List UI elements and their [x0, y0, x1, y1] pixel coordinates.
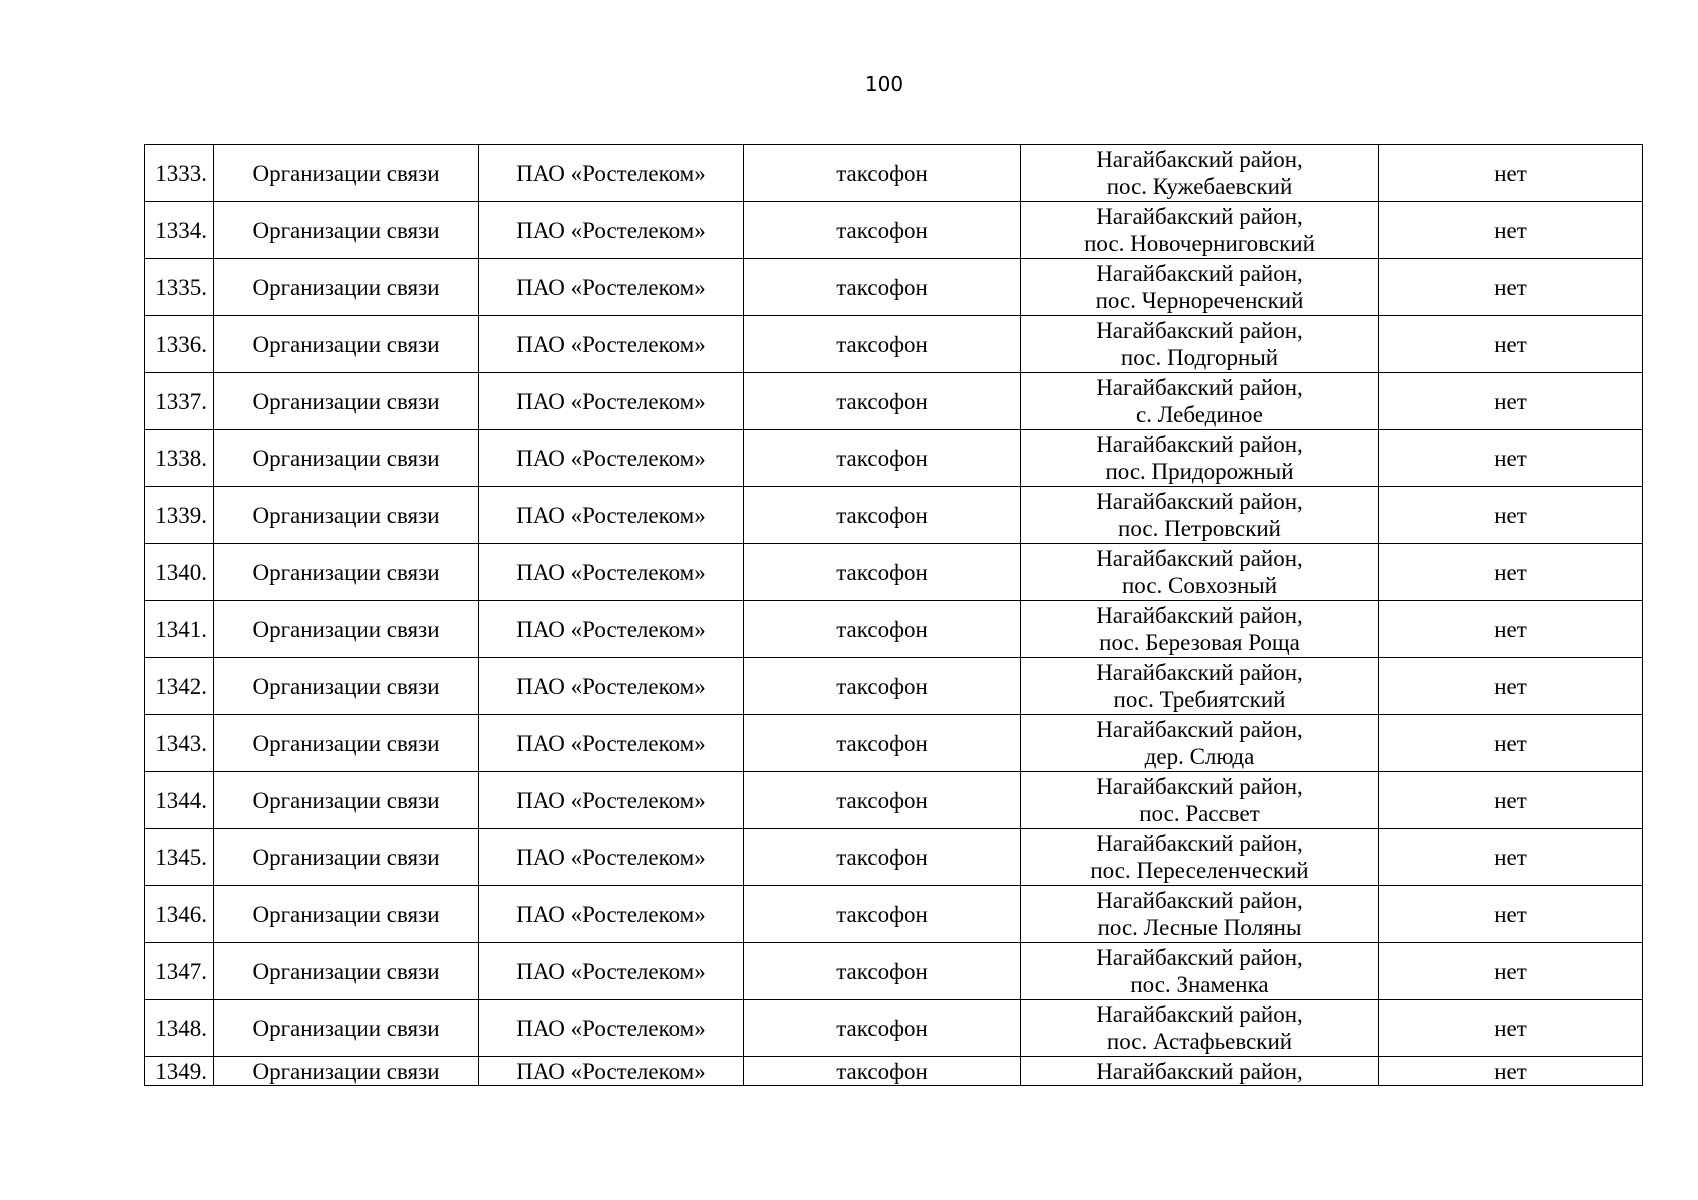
category-cell: Организации связи: [214, 430, 479, 487]
address-district: Нагайбакский район,: [1096, 660, 1303, 685]
organization-cell: ПАО «Ростелеком»: [479, 601, 744, 658]
status-cell: нет: [1379, 715, 1643, 772]
category-cell: Организации связи: [214, 1057, 479, 1086]
object-type-cell: таксофон: [744, 1000, 1021, 1057]
table-row: [145, 601, 1643, 658]
status-cell: нет: [1379, 943, 1643, 1000]
address-district: Нагайбакский район,: [1096, 261, 1303, 286]
row-number-cell: 1342.: [145, 658, 214, 715]
address-cell: [1021, 601, 1379, 658]
category-cell: Организации связи: [214, 943, 479, 1000]
address-district: Нагайбакский район,: [1096, 603, 1303, 628]
table-row: [145, 772, 1643, 829]
organization-cell: ПАО «Ростелеком»: [479, 943, 744, 1000]
category-cell: Организации связи: [214, 1000, 479, 1057]
table-row: [145, 715, 1643, 772]
category-cell: Организации связи: [214, 145, 479, 202]
payphone-registry-table: [144, 144, 1643, 1086]
organization-cell: ПАО «Ростелеком»: [479, 373, 744, 430]
address-settlement: пос. Новочерниговский: [1084, 231, 1315, 256]
address-settlement: пос. Переселенческий: [1090, 858, 1309, 883]
organization-cell: ПАО «Ростелеком»: [479, 145, 744, 202]
address-cell: [1021, 1057, 1379, 1086]
row-number-cell: 1348.: [145, 1000, 214, 1057]
table-row: [145, 202, 1643, 259]
address-settlement: пос. Петровский: [1118, 516, 1281, 541]
object-type-cell: таксофон: [744, 829, 1021, 886]
row-number-cell: 1343.: [145, 715, 214, 772]
object-type-cell: таксофон: [744, 145, 1021, 202]
status-cell: нет: [1379, 1057, 1643, 1086]
status-cell: нет: [1379, 544, 1643, 601]
organization-cell: ПАО «Ростелеком»: [479, 544, 744, 601]
organization-cell: ПАО «Ростелеком»: [479, 886, 744, 943]
status-cell: нет: [1379, 1000, 1643, 1057]
organization-cell: ПАО «Ростелеком»: [479, 829, 744, 886]
table-row: [145, 544, 1643, 601]
address-settlement: пос. Подгорный: [1120, 345, 1279, 370]
row-number-cell: 1346.: [145, 886, 214, 943]
address-cell: [1021, 886, 1379, 943]
object-type-cell: таксофон: [744, 715, 1021, 772]
address-cell: [1021, 259, 1379, 316]
organization-cell: ПАО «Ростелеком»: [479, 715, 744, 772]
status-cell: нет: [1379, 373, 1643, 430]
status-cell: нет: [1379, 259, 1643, 316]
table-row: [145, 487, 1643, 544]
status-cell: нет: [1379, 601, 1643, 658]
row-number-cell: 1337.: [145, 373, 214, 430]
address-settlement: пос. Рассвет: [1139, 801, 1260, 826]
address-cell: [1021, 544, 1379, 601]
status-cell: нет: [1379, 202, 1643, 259]
table-row: [145, 316, 1643, 373]
address-cell: [1021, 373, 1379, 430]
organization-cell: ПАО «Ростелеком»: [479, 487, 744, 544]
status-cell: нет: [1379, 316, 1643, 373]
address-district: Нагайбакский район,: [1096, 375, 1303, 400]
row-number-cell: 1338.: [145, 430, 214, 487]
row-number-cell: 1339.: [145, 487, 214, 544]
address-cell: [1021, 487, 1379, 544]
category-cell: Организации связи: [214, 658, 479, 715]
table-body: [145, 145, 1643, 1086]
row-number-cell: 1334.: [145, 202, 214, 259]
status-cell: нет: [1379, 829, 1643, 886]
address-settlement: пос. Совхозный: [1121, 573, 1278, 598]
address-cell: [1021, 1000, 1379, 1057]
category-cell: Организации связи: [214, 373, 479, 430]
address-cell: [1021, 316, 1379, 373]
address-settlement: пос. Придорожный: [1105, 459, 1294, 484]
status-cell: нет: [1379, 145, 1643, 202]
address-district: Нагайбакский район,: [1096, 1058, 1303, 1084]
address-district: Нагайбакский район,: [1096, 888, 1303, 913]
table-row: [145, 373, 1643, 430]
address-cell: [1021, 772, 1379, 829]
address-district: Нагайбакский район,: [1096, 318, 1303, 343]
status-cell: нет: [1379, 658, 1643, 715]
address-cell: [1021, 430, 1379, 487]
address-settlement: пос. Лесные Поляны: [1097, 915, 1302, 940]
row-number-cell: 1341.: [145, 601, 214, 658]
address-cell: [1021, 829, 1379, 886]
category-cell: Организации связи: [214, 316, 479, 373]
table-row: [145, 259, 1643, 316]
category-cell: Организации связи: [214, 259, 479, 316]
address-settlement: пос. Чернореченский: [1095, 288, 1304, 313]
object-type-cell: таксофон: [744, 202, 1021, 259]
address-district: Нагайбакский район,: [1096, 546, 1303, 571]
organization-cell: ПАО «Ростелеком»: [479, 202, 744, 259]
status-cell: нет: [1379, 886, 1643, 943]
category-cell: Организации связи: [214, 715, 479, 772]
address-district: Нагайбакский район,: [1096, 831, 1303, 856]
address-settlement: пос. Астафьевский: [1106, 1029, 1293, 1054]
table-row: [145, 943, 1643, 1000]
object-type-cell: таксофон: [744, 259, 1021, 316]
address-district: Нагайбакский район,: [1096, 774, 1303, 799]
table-row: [145, 1057, 1643, 1086]
status-cell: нет: [1379, 487, 1643, 544]
address-settlement: пос. Знаменка: [1130, 972, 1269, 997]
object-type-cell: таксофон: [744, 886, 1021, 943]
organization-cell: ПАО «Ростелеком»: [479, 1057, 744, 1086]
object-type-cell: таксофон: [744, 316, 1021, 373]
table-row: [145, 1000, 1643, 1057]
address-settlement: с. Лебединое: [1136, 402, 1263, 427]
address-district: Нагайбакский район,: [1096, 489, 1303, 514]
category-cell: Организации связи: [214, 601, 479, 658]
table-row: [145, 658, 1643, 715]
address-cell: [1021, 715, 1379, 772]
address-settlement: пос. Требиятский: [1113, 687, 1286, 712]
organization-cell: ПАО «Ростелеком»: [479, 1000, 744, 1057]
organization-cell: ПАО «Ростелеком»: [479, 772, 744, 829]
status-cell: нет: [1379, 772, 1643, 829]
object-type-cell: таксофон: [744, 1057, 1021, 1086]
status-cell: нет: [1379, 430, 1643, 487]
category-cell: Организации связи: [214, 487, 479, 544]
row-number-cell: 1333.: [145, 145, 214, 202]
row-number-cell: 1344.: [145, 772, 214, 829]
row-number-cell: 1336.: [145, 316, 214, 373]
category-cell: Организации связи: [214, 886, 479, 943]
table-row: [145, 886, 1643, 943]
address-settlement: пос. Березовая Роща: [1099, 630, 1300, 655]
organization-cell: ПАО «Ростелеком»: [479, 259, 744, 316]
address-cell: [1021, 658, 1379, 715]
category-cell: Организации связи: [214, 829, 479, 886]
row-number-cell: 1349.: [145, 1057, 214, 1086]
address-district: Нагайбакский район,: [1096, 1002, 1303, 1027]
table-row: [145, 430, 1643, 487]
category-cell: Организации связи: [214, 772, 479, 829]
row-number-cell: 1335.: [145, 259, 214, 316]
row-number-cell: 1345.: [145, 829, 214, 886]
organization-cell: ПАО «Ростелеком»: [479, 430, 744, 487]
object-type-cell: таксофон: [744, 544, 1021, 601]
object-type-cell: таксофон: [744, 772, 1021, 829]
row-number-cell: 1340.: [145, 544, 214, 601]
object-type-cell: таксофон: [744, 601, 1021, 658]
category-cell: Организации связи: [214, 544, 479, 601]
address-district: Нагайбакский район,: [1096, 945, 1303, 970]
address-district: Нагайбакский район,: [1096, 147, 1303, 172]
address-district: Нагайбакский район,: [1096, 717, 1303, 742]
object-type-cell: таксофон: [744, 373, 1021, 430]
object-type-cell: таксофон: [744, 487, 1021, 544]
object-type-cell: таксофон: [744, 943, 1021, 1000]
address-district: Нагайбакский район,: [1096, 432, 1303, 457]
address-settlement: пос. Кужебаевский: [1106, 174, 1293, 199]
address-cell: [1021, 202, 1379, 259]
row-number-cell: 1347.: [145, 943, 214, 1000]
organization-cell: ПАО «Ростелеком»: [479, 658, 744, 715]
page-number: 100: [864, 72, 904, 96]
address-district: Нагайбакский район,: [1096, 204, 1303, 229]
address-settlement: дер. Слюда: [1144, 744, 1255, 769]
object-type-cell: таксофон: [744, 430, 1021, 487]
table-row: [145, 145, 1643, 202]
object-type-cell: таксофон: [744, 658, 1021, 715]
address-cell: [1021, 145, 1379, 202]
address-cell: [1021, 943, 1379, 1000]
organization-cell: ПАО «Ростелеком»: [479, 316, 744, 373]
category-cell: Организации связи: [214, 202, 479, 259]
table-row: [145, 829, 1643, 886]
